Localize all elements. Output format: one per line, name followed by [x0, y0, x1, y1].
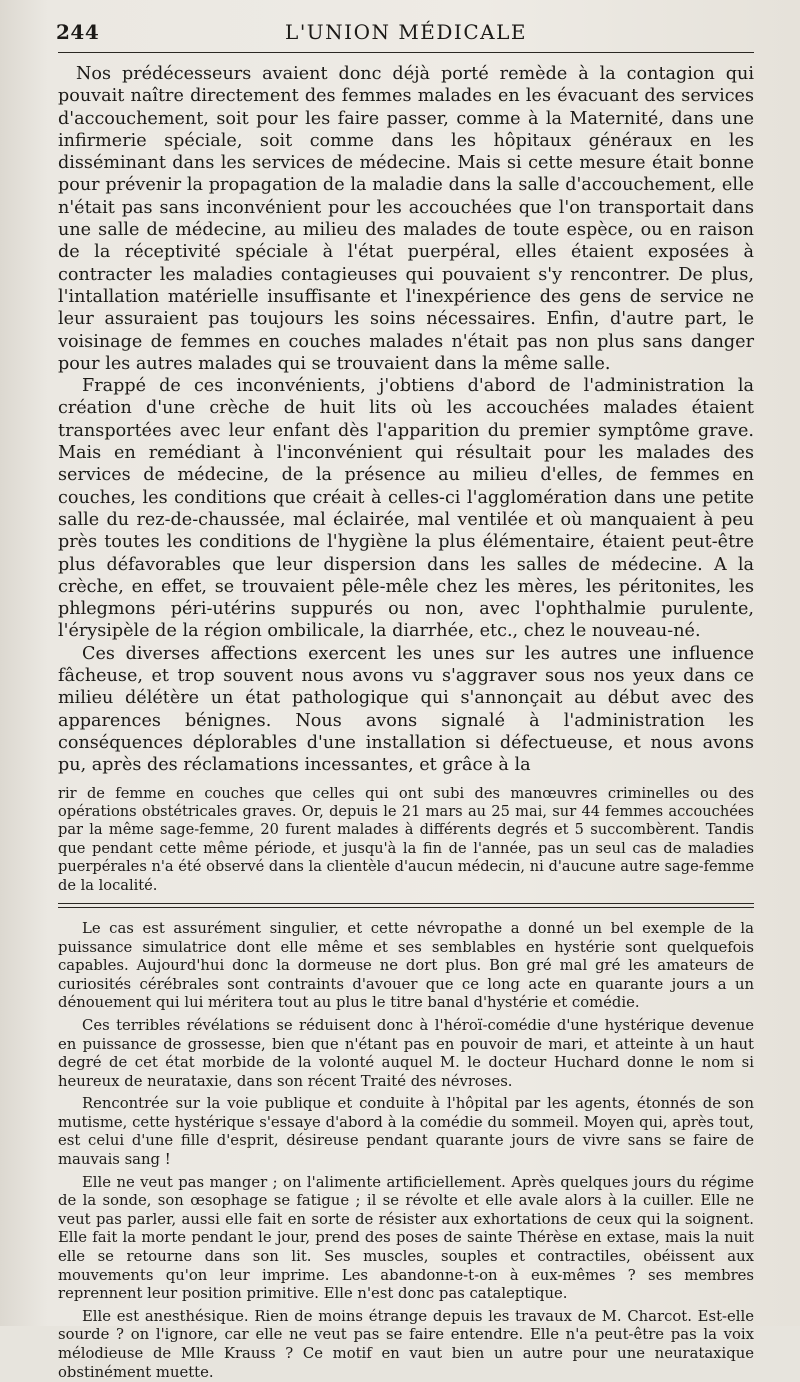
paragraph: Ces terribles révélations se réduisent donc à l'héroï-comédie d'une hystérique devenue en puissance de grossesse, bien que n'étant pas en pouvoir de mari, et atteinte à un haut degré de cet état morbide de la volonté auquel M. le docteur Huchard donne le nom si heureux de neurataxie, dans son récent Traité des névroses. — [58, 1016, 754, 1090]
paragraph: Frappé de ces inconvénients, j'obtiens d'abord de l'administration la création d'une crèche de huit lits où les accouchées malades étaient transportées avec leur enfant dès l'apparition du premier symptôme grave. Mais en remédiant à l'inconvénient qui résultait pour les malades des services de médecine, de la présence au milieu d'elles, de femmes en couches, les conditions que créait à celles-ci l'agglomération dans une petite salle du rez-de-chaussée, mal éclairée, mal ventilée et où manquaient à peu près toutes les conditions de l'hygiène la plus élémentaire, étaient peut-être plus défavorables que leur dispersion dans les salles de médecine. A la crèche, en effet, se trouvaient pêle-mêle chez les mères, les péritonites, les phlegmons péri-utérins suppurés ou non, avec l'ophthalmie purulente, l'érysipèle de la région ombilicale, la diarrhée, etc., chez le nouveau-né. — [58, 376, 754, 642]
second-article — [58, 920, 754, 1382]
paragraph: Rencontrée sur la voie publique et conduite à l'hôpital par les agents, étonnés de son mutisme, cette hystérique s'essaye d'abord à la comédie du sommeil. Moyen qui, après tout, est celui d'une fille d'esprit, désireuse pendant quarante jours de vivre sans se faire de mauvais sang ! — [58, 1095, 754, 1169]
main-text — [58, 63, 754, 777]
paragraph: Elle est anesthésique. Rien de moins étrange depuis les travaux de M. Charcot. Est-elle sourde ? on l'ignore, car elle ne veut pas se faire entendre. Elle n'a peut-être pas la voix mélodieuse de Mlle Krauss ? Ce motif en vaut bien un autre pour une neurataxique obstinément muette. — [58, 1307, 754, 1381]
paragraph: Le cas est assurément singulier, et cette névropathe a donné un bel exemple de la puissance simulatrice dont elle même et ses semblables en hystérie sont quelquefois capables. Aujourd'hui donc la dormeuse ne dort plus. Bon gré mal gré les amateurs de curiosités cérébrales sont contraints d'avouer que ce long acte en quarante jours a un dénouement qui lui méritera tout au plus le titre banal d'hystérie et comédie. — [58, 919, 754, 1012]
header-rule — [58, 52, 754, 53]
footnote-text: rir de femme en couches que celles qui ont subi des manœuvres criminelles ou des opérations obstétricales graves. Or, depuis le 21 mars au 25 mai, sur 44 femmes accouchées par la même sage-femme, 20 furent malades à différents degrés et 5 succombèrent. Tandis que pendant cette même période, et jusqu'à la fin de l'année, pas un seul cas de maladies puerpérales n'a été observé dans la clientèle d'aucun médecin, ni d'aucune autre sage-femme de la localité. — [58, 784, 754, 894]
paragraph: Elle ne veut pas manger ; on l'alimente artificiellement. Après quelques jours du régime de la sonde, son œsophage se fatigue ; il se révolte et elle avale alors à la cuiller. Elle ne veut pas parler, aussi elle fait en sorte de résister aux exhortations de ceux qui la soignent. Elle fait la morte pendant le jour, prend des poses de sainte Thérèse en extase, mais la nuit elle se retourne dans son lit. Ses muscles, souples et contractiles, obéissent aux mouvements qu'on leur imprime. Les abandonne-t-on à eux-mêmes ? ses membres reprennent leur position primitive. Elle n'est donc pas cataleptique. — [58, 1173, 754, 1303]
section-rule-thin — [58, 907, 754, 908]
running-title: L'UNION MÉDICALE — [285, 20, 527, 44]
section-rule — [58, 903, 754, 904]
page-header — [58, 16, 754, 46]
footnote — [58, 785, 754, 895]
paragraph: Ces diverses affections exercent les unes sur les autres une influence fâcheuse, et trop souvent nous avons vu s'aggraver sous nos yeux dans ce milieu délétère un état pathologique qui s'annonçait au début avec des apparences bénignes. Nous avons signalé à l'administration les conséquences déplorables d'une installation si défectueuse, et nous avons pu, après des réclamations incessantes, et grâce à la — [58, 643, 754, 776]
paragraph: Nos prédécesseurs avaient donc déjà porté remède à la contagion qui pouvait naître directement des femmes malades en les évacuant des services d'accouchement, soit pour les faire passer, comme à la Maternité, dans une infirmerie spéciale, soit comme dans les hôpitaux généraux en les disséminant dans les services de médecine. Mais si cette mesure était bonne pour prévenir la propagation de la maladie dans la salle d'accouchement, elle n'était pas sans inconvénient pour les accouchées que l'on transportait dans une salle de médecine, au milieu des malades de toute espèce, ou en raison de la réceptivité spéciale à l'état puerpéral, elles étaient exposées à contracter les maladies contagieuses qui pouvaient s'y rencontrer. De plus, l'intallation matérielle insuffisante et l'inexpérience des gens de service ne leur assuraient pas toujours les soins nécessaires. Enfin, d'autre part, le voisinage de femmes en couches malades n'était pas non plus sans danger pour les autres malades qui se trouvaient dans la même salle. — [58, 64, 754, 374]
page-number: 244 — [56, 20, 100, 44]
